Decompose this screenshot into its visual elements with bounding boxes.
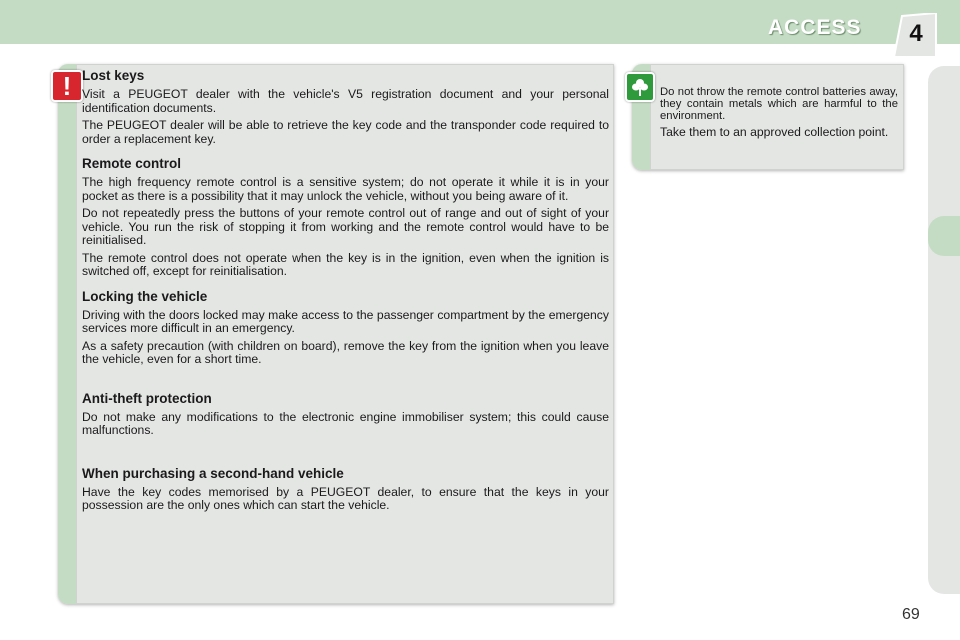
section-paragraph: The PEUGEOT dealer will be able to retrieve the key code and the transponder code required to order a replacement key. [82,118,609,146]
chapter-number: 4 [909,20,923,47]
section-title: Lost keys [82,68,145,83]
section-paragraph: The remote control does not operate when the key is in the ignition, even when the ignition is switched off, except for reinitialisation. [82,250,609,278]
section-title: Remote control [82,156,182,171]
main-content [82,68,609,517]
environment-paragraph: Take them to an approved collection point. [660,125,889,139]
section-title: Anti-theft protection [82,390,212,406]
section-paragraph: The high frequency remote control is a sensitive system; do not operate it while it is in your pocket as there is a possibility that it may unlock the vehicle, without you being aware of it. [82,175,609,203]
environment-note [660,86,898,143]
warning-icon: ! [51,70,83,102]
section-paragraph: As a safety precaution (with children on board), remove the key from the ignition when you leave the vehicle, even for a short time. [82,338,609,366]
chapter-tab [894,13,938,57]
section-title: Locking the vehicle [82,288,208,304]
section-anti-theft [82,391,609,438]
chapter-side-tab-active [928,216,960,256]
section-lost-keys [82,68,609,146]
section-title: When purchasing a second-hand vehicle [82,465,344,481]
section-paragraph: Have the key codes memorised by a PEUGEOT dealer, to ensure that the keys in your possession are the only ones which can start the vehicle. [82,484,609,512]
environment-paragraph: Do not throw the remote control batteries away, they contain metals which are harmful to the environment. [660,86,898,122]
page-number: 69 [902,606,920,623]
section-second-hand [82,466,609,513]
section-paragraph: Driving with the doors locked may make access to the passenger compartment by the emergency services more difficult in an emergency. [82,307,609,335]
section-paragraph: Do not make any modifications to the electronic engine immobiliser system; this could cause malfunctions. [82,409,609,437]
section-locking-vehicle [82,289,609,367]
section-paragraph: Visit a PEUGEOT dealer with the vehicle's V5 registration document and your personal identification documents. [82,87,609,115]
section-remote-control [82,156,609,279]
leaf-icon [625,72,655,102]
chapter-side-strip [928,66,960,594]
panel-accent [58,64,76,604]
page-title: ACCESS [768,16,862,39]
section-paragraph: Do not repeatedly press the buttons of your remote control out of range and out of sight of your vehicle. You run the risk of stopping it from working and the remote control would have to be reinitialised. [82,206,609,247]
